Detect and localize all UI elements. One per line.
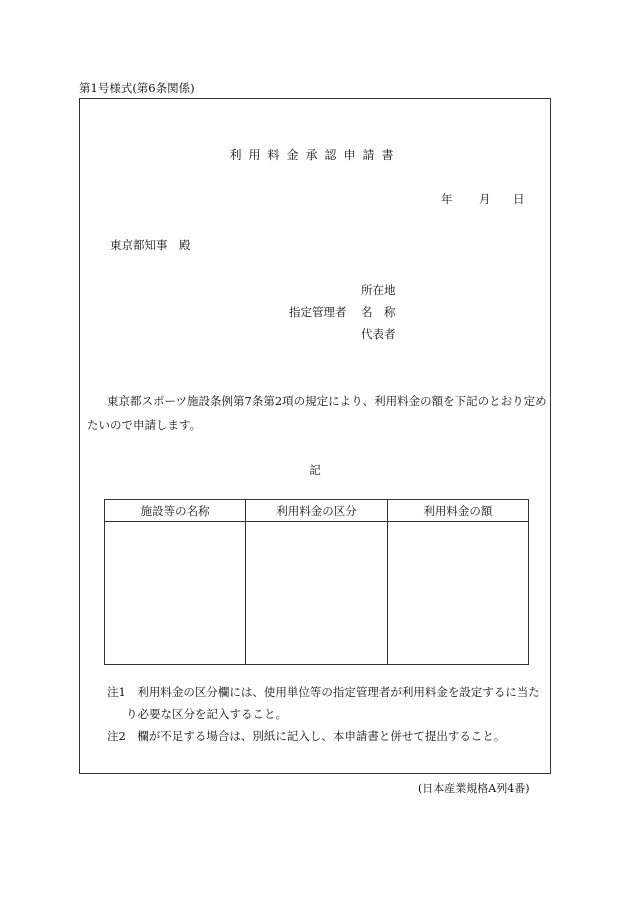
paper-size-note: (日本産業規格A列4番) [418, 782, 530, 795]
header-fee-category: 利用料金の区分 [246, 500, 387, 522]
fee-table [104, 499, 529, 665]
designated-manager-label: 指定管理者 [289, 305, 347, 319]
form-number: 第1号様式(第6条関係) [79, 81, 195, 95]
table-row [105, 522, 529, 665]
date-year-label: 年 [441, 192, 453, 206]
addressee: 東京都知事 殿 [110, 238, 191, 252]
body-text-line-1: 東京都スポーツ施設条例第7条第2項の規定により、利用料金の額を下記のとおり定め [107, 394, 547, 408]
note-2: 注2 欄が不足する場合は、別紙に記入し、本申請書と併せて提出すること。 [107, 729, 506, 743]
body-text-line-2: たいので申請します。 [87, 418, 202, 432]
note-1-line-1: 注1 利用料金の区分欄には、使用単位等の指定管理者が利用料金を設定するに当た [107, 685, 540, 699]
cell-fee-category[interactable] [246, 522, 387, 665]
address-label: 所在地 [361, 283, 396, 297]
note-1-line-2: り必要な区分を記入すること。 [126, 707, 287, 721]
table-header-row [105, 500, 529, 522]
cell-facility-name[interactable] [105, 522, 246, 665]
name-label: 名 称 [361, 305, 396, 319]
cell-fee-amount[interactable] [387, 522, 528, 665]
date-day-label: 日 [513, 192, 525, 206]
header-fee-amount: 利用料金の額 [387, 500, 528, 522]
representative-label: 代表者 [361, 327, 396, 341]
record-mark: 記 [309, 463, 321, 477]
document-title: 利用料金承認申請書 [229, 148, 401, 162]
date-month-label: 月 [479, 192, 491, 206]
header-facility-name: 施設等の名称 [105, 500, 246, 522]
